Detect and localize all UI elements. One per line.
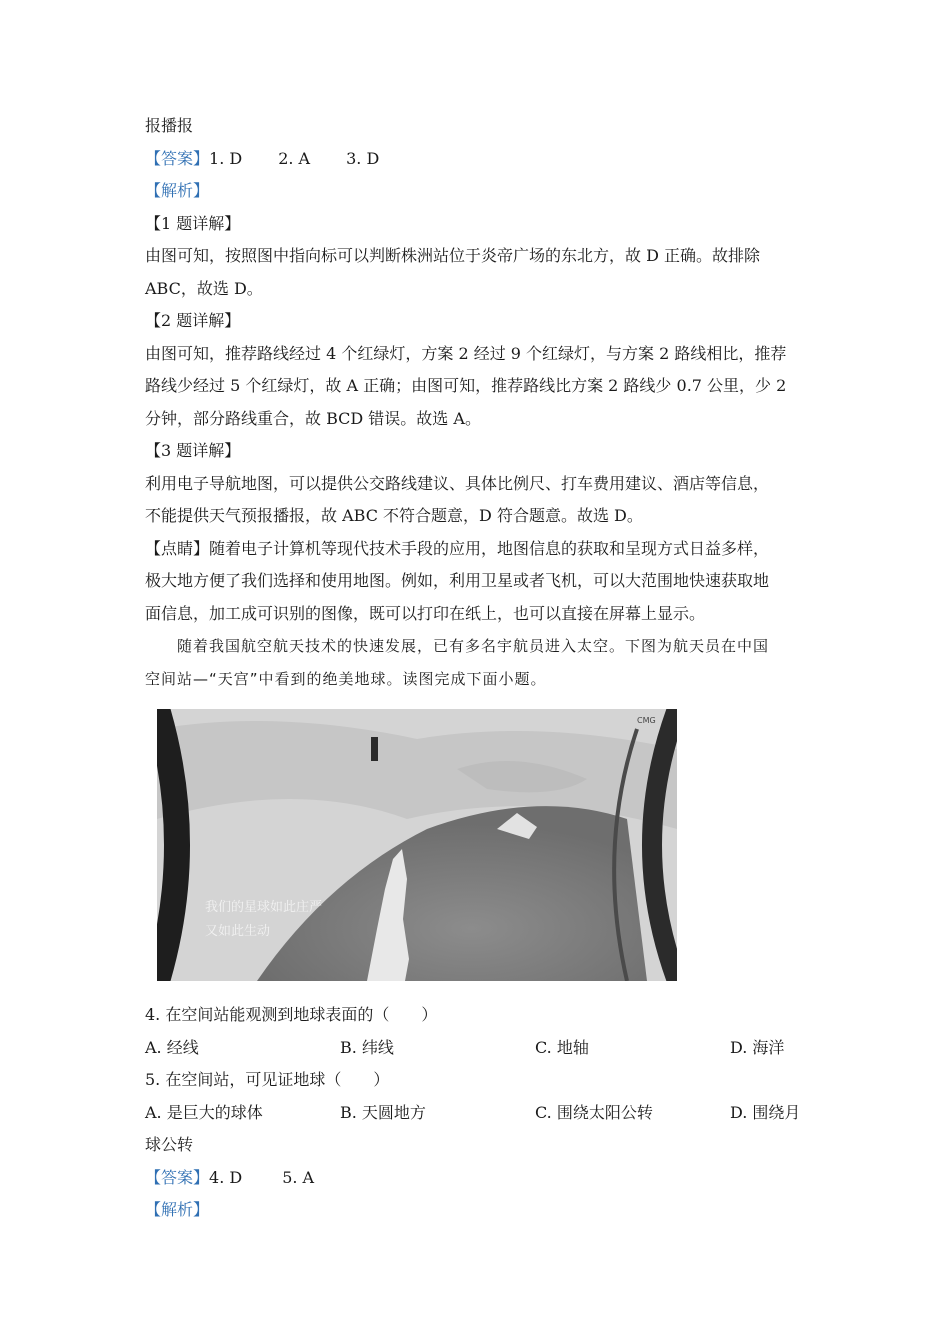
earth-photo-graphic	[157, 709, 677, 981]
q5-option-d: D. 围绕月	[730, 1102, 801, 1122]
tip-text: 极大地方便了我们选择和使用地图。例如，利用卫星或者飞机，可以大范围地快速获取地	[145, 571, 770, 590]
analysis-tag-2: 【解析】	[145, 1200, 210, 1219]
q3-heading: 【3 题详解】	[145, 441, 241, 460]
q5-stem: 5. 在空间站，可见证地球（ ）	[145, 1070, 390, 1089]
q4-option-b: B. 纬线	[340, 1037, 394, 1057]
earth-photo-container	[145, 703, 810, 993]
q4-option-c: C. 地轴	[535, 1037, 589, 1057]
intro-text: 空间站—“天宫”中看到的绝美地球。读图完成下面小题。	[145, 669, 547, 688]
q5-option-c: C. 围绕太阳公转	[535, 1102, 653, 1122]
q5-option-b: B. 天圆地方	[340, 1102, 426, 1122]
answer-4: 4. D	[209, 1167, 243, 1187]
answer-line-2	[145, 1162, 810, 1195]
q5-options	[145, 1097, 810, 1130]
answer-line	[145, 143, 810, 176]
tip-text: 【点睛】随着电子计算机等现代技术手段的应用，地图信息的获取和呈现方式日益多样，	[145, 538, 770, 558]
q2-text: 路线少经过 5 个红绿灯，故 A 正确；由图可知，推荐路线比方案 2 路线少 0.7 公里，少 2	[145, 376, 787, 395]
answer-2: 2. A	[278, 148, 311, 168]
q5-option-a: A. 是巨大的球体	[145, 1102, 263, 1122]
answer-1: 1. D	[209, 148, 243, 168]
q4-option-d: D. 海洋	[730, 1037, 785, 1057]
q5-option-d-wrap: 球公转	[145, 1135, 194, 1154]
q3-text: 利用电子导航地图，可以提供公交路线建议、具体比例尺、打车费用建议、酒店等信息，	[145, 473, 770, 493]
photo-corner-logo: CMG	[637, 716, 656, 725]
intro-text: 随着我国航空航天技术的快速发展，已有多名宇航员进入太空。下图为航天员在中国	[177, 637, 770, 655]
q1-text: ABC，故选 D。	[145, 278, 263, 298]
q2-text: 由图可知，推荐路线经过 4 个红绿灯，方案 2 经过 9 个红绿灯，与方案 2 路线相比，推荐	[145, 343, 787, 363]
answer-tag: 【答案】	[145, 1167, 210, 1187]
q4-option-a: A. 经线	[145, 1037, 199, 1057]
q4-options	[145, 1032, 810, 1065]
text-line: 报播报	[145, 116, 194, 135]
analysis-tag: 【解析】	[145, 181, 210, 200]
q4-stem: 4. 在空间站能观测到地球表面的（ ）	[145, 1005, 438, 1024]
earth-from-space-photo	[157, 709, 677, 981]
q2-heading: 【2 题详解】	[145, 311, 241, 330]
document-page	[145, 110, 810, 1227]
q1-heading: 【1 题详解】	[145, 213, 241, 233]
photo-caption-2: 又如此生动	[205, 924, 271, 939]
answer-5: 5. A	[282, 1167, 315, 1187]
q1-text: 由图可知，按照图中指向标可以判断株洲站位于炎帝广场的东北方，故 D 正确。故排除	[145, 246, 761, 265]
tip-text: 面信息，加工成可识别的图像，既可以打印在纸上，也可以直接在屏幕上显示。	[145, 603, 706, 623]
answer-3: 3. D	[346, 148, 380, 168]
photo-caption-1: 我们的星球如此庄严	[205, 900, 323, 915]
q2-text: 分钟，部分路线重合，故 BCD 错误。故选 A。	[145, 408, 481, 428]
answer-tag: 【答案】	[145, 148, 210, 168]
q3-text: 不能提供天气预报播报，故 ABC 不符合题意，D 符合题意。故选 D。	[145, 506, 643, 525]
